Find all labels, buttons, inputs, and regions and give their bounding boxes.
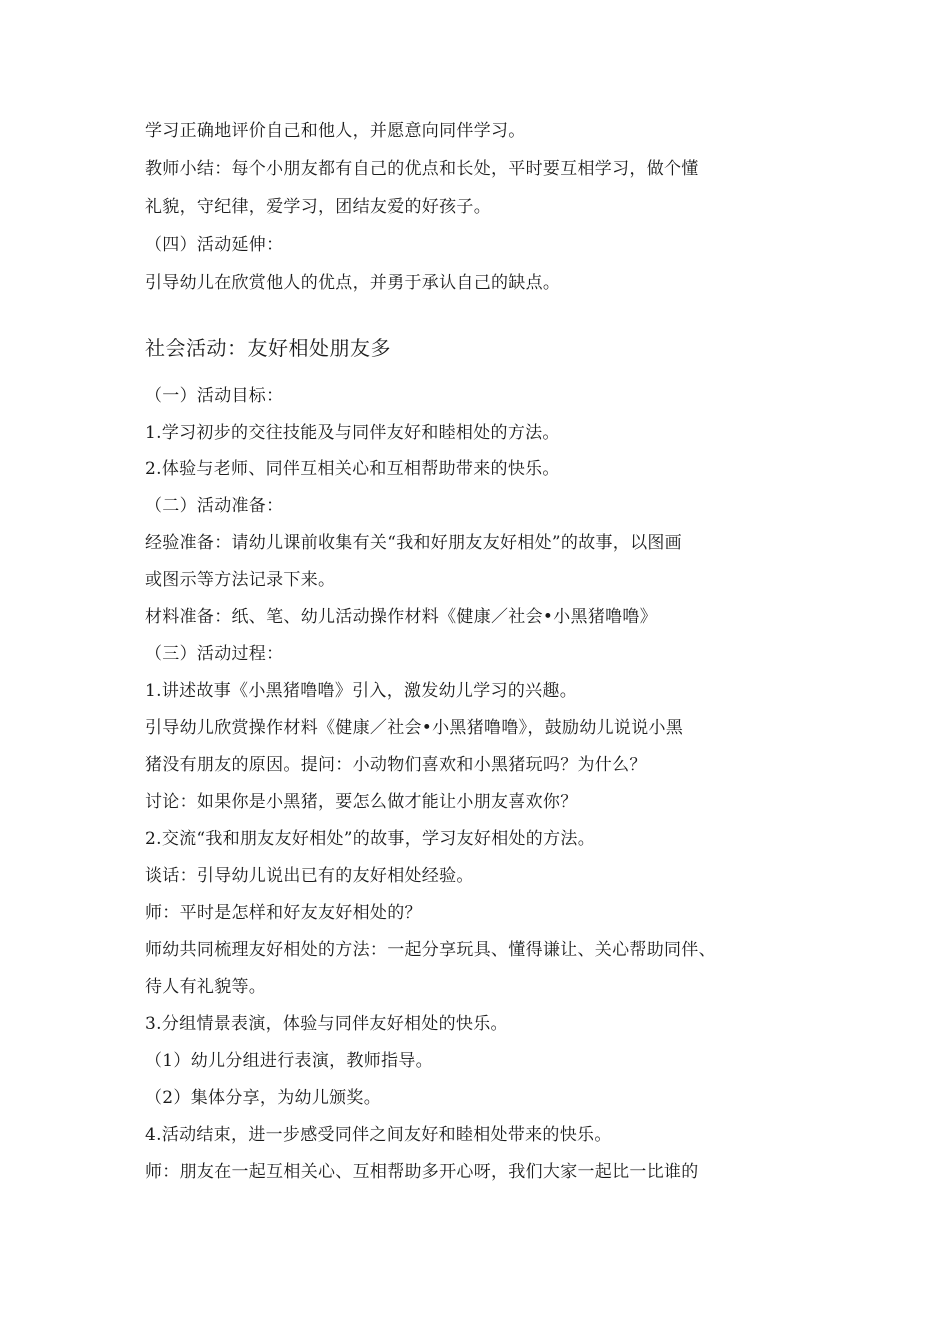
paragraph-line: 师：平时是怎样和好友友好相处的？ — [145, 903, 422, 923]
paragraph-line: 教师小结：每个小朋友都有自己的优点和长处，平时要互相学习，做个懂 — [145, 159, 699, 179]
paragraph-line: 或图示等方法记录下来。 — [145, 570, 336, 590]
paragraph-line: 经验准备：请幼儿课前收集有关“我和好朋友友好相处”的故事，以图画 — [145, 533, 682, 553]
paragraph-line: 引导幼儿欣赏操作材料《健康／社会•小黑猪噜噜》，鼓励幼儿说说小黑 — [145, 718, 684, 738]
paragraph-line: 师幼共同梳理友好相处的方法：一起分享玩具、懂得谦让、关心帮助同伴、 — [145, 940, 716, 960]
paragraph-line: 谈话：引导幼儿说出已有的友好相处经验。 — [145, 866, 474, 886]
paragraph-line: 待人有礼貌等。 — [145, 977, 267, 997]
paragraph-line: 2.交流“我和朋友友好相处”的故事，学习友好相处的方法。 — [145, 829, 596, 849]
paragraph-line: 礼貌，守纪律，爱学习，团结友爱的好孩子。 — [145, 197, 491, 217]
subheading-line: （四）活动延伸： — [145, 235, 284, 255]
subheading-line: （三）活动过程： — [145, 644, 284, 664]
paragraph-line: 1.学习初步的交往技能及与同伴友好和睦相处的方法。 — [145, 423, 560, 443]
paragraph-line: （1）幼儿分组进行表演，教师指导。 — [145, 1051, 433, 1071]
paragraph-line: 材料准备：纸、笔、幼儿活动操作材料《健康／社会•小黑猪噜噜》 — [145, 607, 658, 627]
paragraph-line: 2.体验与老师、同伴互相关心和互相帮助带来的快乐。 — [145, 459, 560, 479]
paragraph-line: 学习正确地评价自己和他人，并愿意向同伴学习。 — [145, 121, 526, 141]
paragraph-line: 4.活动结束，进一步感受同伴之间友好和睦相处带来的快乐。 — [145, 1125, 612, 1145]
subheading-line: （一）活动目标： — [145, 386, 284, 406]
subheading-line: （二）活动准备： — [145, 496, 284, 516]
paragraph-line: 讨论：如果你是小黑猪，要怎么做才能让小朋友喜欢你？ — [145, 792, 578, 812]
section-title: 社会活动：友好相处朋友多 — [145, 336, 391, 360]
paragraph-line: 3.分组情景表演，体验与同伴友好相处的快乐。 — [145, 1014, 508, 1034]
paragraph-line: （2）集体分享，为幼儿颁奖。 — [145, 1088, 382, 1108]
paragraph-line: 猪没有朋友的原因。提问：小动物们喜欢和小黑猪玩吗？为什么？ — [145, 755, 647, 775]
paragraph-line: 师：朋友在一起互相关心、互相帮助多开心呀，我们大家一起比一比谁的 — [145, 1162, 699, 1182]
paragraph-line: 1.讲述故事《小黑猪噜噜》引入，激发幼儿学习的兴趣。 — [145, 681, 578, 701]
paragraph-line: 引导幼儿在欣赏他人的优点，并勇于承认自己的缺点。 — [145, 273, 561, 293]
